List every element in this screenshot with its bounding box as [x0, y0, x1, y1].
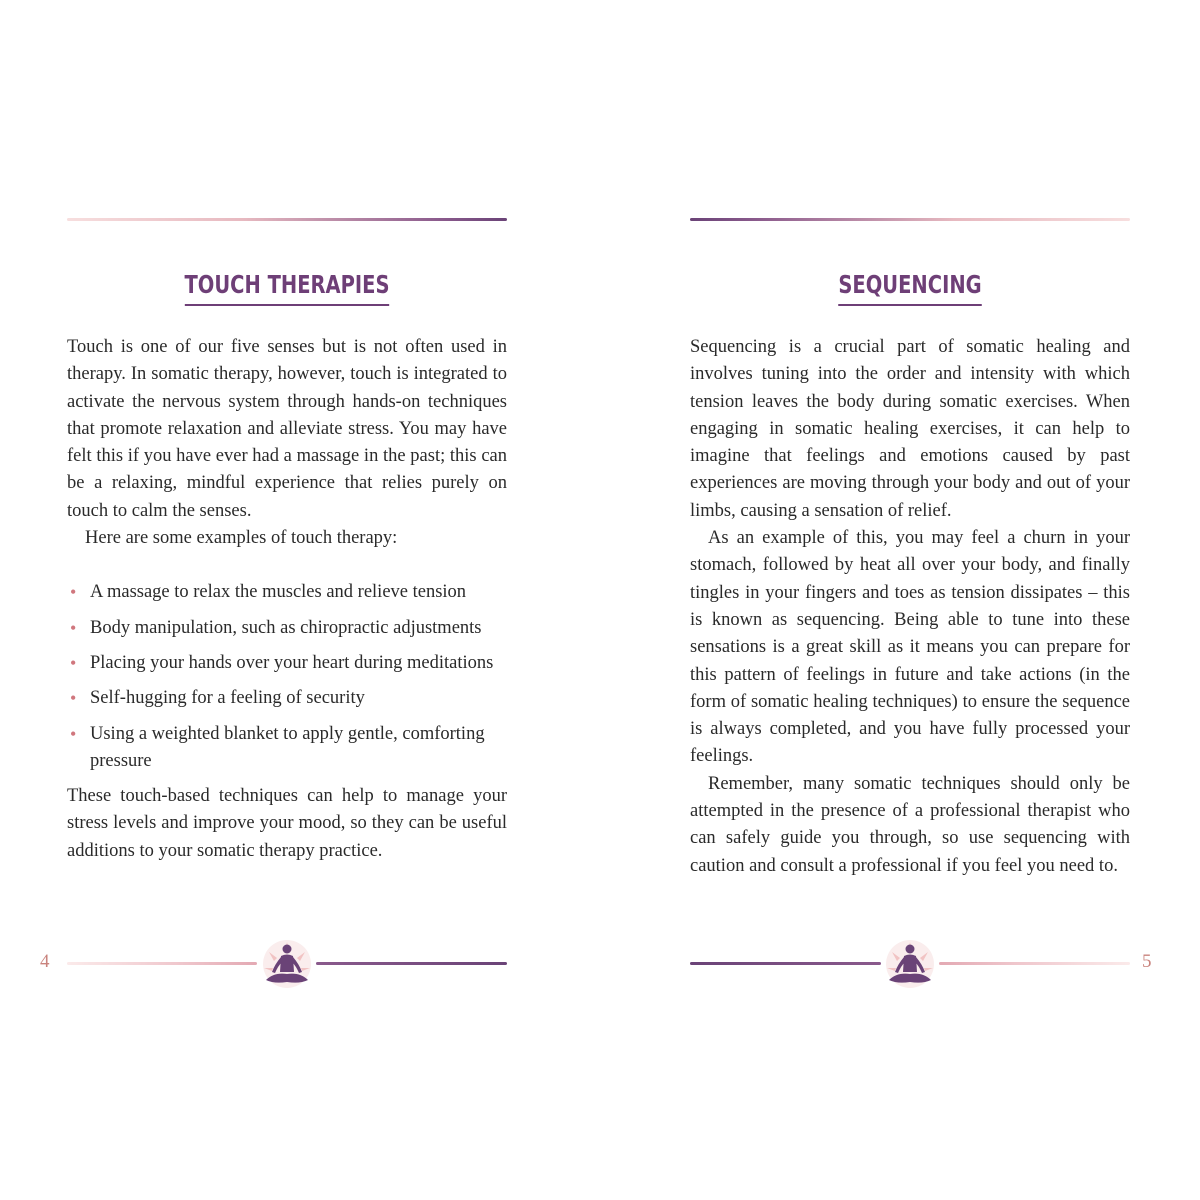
bullet-icon: •: [70, 582, 77, 603]
top-divider: [67, 218, 507, 221]
top-divider: [690, 218, 1130, 221]
intro-paragraph: Touch is one of our five senses but is not often used in therapy. In somatic therapy, however, touch is integrated to activate the nervous system through hands-on techniques that promote relaxation and alleviate stress. You may have felt this if you have ever had a massage in the past; this can be a relaxing, mindful experience that relies purely on touch to calm the senses.: [67, 337, 507, 521]
list-item-text: A massage to relax the muscles and relieve tension: [90, 582, 467, 603]
list-item-text: Using a weighted blanket to apply gentle, comforting pressure: [90, 723, 485, 771]
bullet-icon: •: [70, 652, 77, 673]
footer-divider-left: [690, 962, 881, 965]
bullet-icon: •: [70, 617, 77, 638]
paragraph: Sequencing is a crucial part of somatic healing and involves tuning into the order and intensity with which tension leaves the body during somatic exercises. When engaging in somatic healing exercises, it can help to imagine that feelings and emotions caused by past experiences are moving through your body and out of your limbs, causing a sensation of relief.: [690, 337, 1130, 521]
examples-list: [67, 579, 507, 775]
heading-text: TOUCH THERAPIES: [184, 270, 389, 306]
footer-divider-right: [939, 962, 1130, 965]
right-page: [600, 0, 1200, 1200]
list-item: [67, 579, 507, 606]
body-text: [690, 334, 1130, 880]
heading-text: SEQUENCING: [838, 270, 981, 306]
meditation-figure-icon: [883, 938, 937, 992]
list-item: [67, 615, 507, 642]
page-number: 4: [40, 951, 50, 972]
paragraph: Remember, many somatic techniques should only be attempted in the presence of a professional therapist who can safely guide you through, so use sequencing with caution and consult a professional if you feel you need to.: [690, 773, 1130, 876]
list-item: [67, 685, 507, 712]
list-item-text: Placing your hands over your heart during meditations: [90, 652, 494, 673]
list-item-text: Self-hugging for a feeling of security: [90, 688, 365, 709]
bullet-icon: •: [70, 688, 77, 709]
closing-paragraph: These touch-based techniques can help to manage your stress levels and improve your mood, so they can be useful additions to your somatic therapy practice.: [67, 786, 507, 861]
meditation-figure-icon: [260, 938, 314, 992]
list-item: [67, 650, 507, 677]
list-item: [67, 721, 507, 776]
page-heading: [115, 270, 458, 306]
list-item-text: Body manipulation, such as chiropractic adjustments: [90, 617, 482, 638]
examples-lead: Here are some examples of touch therapy:: [85, 528, 398, 549]
page-number: 5: [1142, 951, 1152, 972]
footer-divider-right: [316, 962, 507, 965]
body-text: [67, 334, 507, 865]
footer-divider-left: [67, 962, 257, 965]
page-heading: [738, 270, 1081, 306]
bullet-icon: •: [70, 723, 77, 744]
paragraph: As an example of this, you may feel a churn in your stomach, followed by heat all over your body, and finally tingles in your fingers and toes as tension dissipates – this is known as sequencing. Being able to tune into these sensations is a great skill as it means you can prepare for this pattern of feelings in future and take actions (in the form of somatic healing techniques) to ensure the sequence is always completed, and you have fully processed your feelings.: [690, 528, 1130, 767]
